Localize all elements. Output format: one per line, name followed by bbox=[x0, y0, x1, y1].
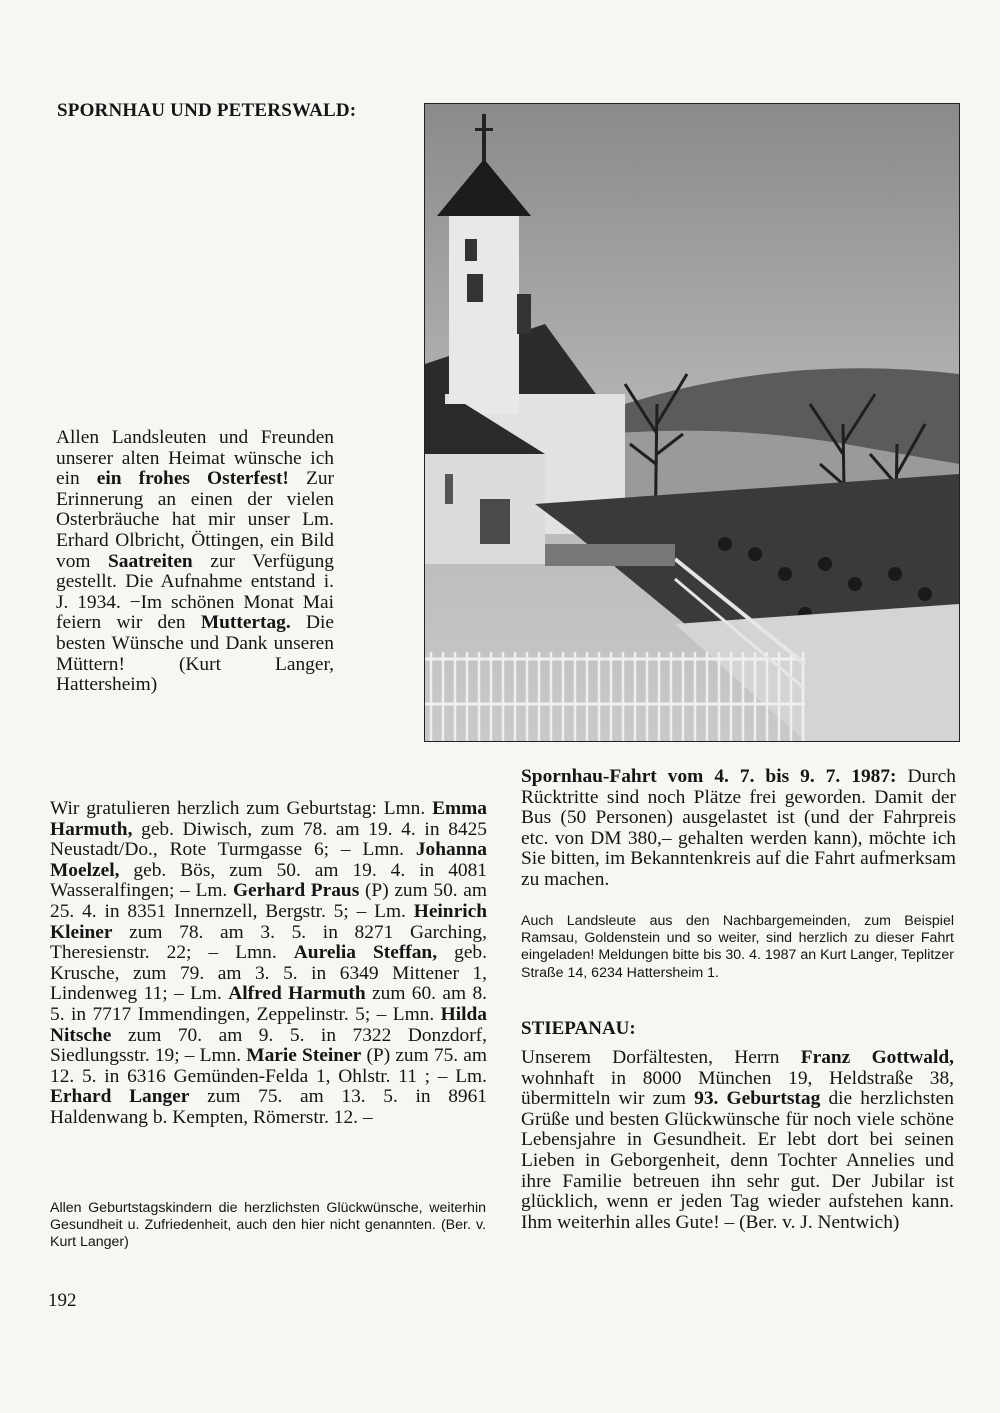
trip-note: Auch Landsleute aus den Nachbargemeinden, zum Beispiel Ramsau, Goldenstein und so weiter, sind herzlich zu dieser Fahrt eingeladen! Meldungen bitte bis 30. 4. 1987 an Kurt Langer, Teplitzer Straße 14, 6234 Hattersheim 1. bbox=[521, 913, 954, 981]
birthday-detail: zum 75. am 13. 5. in 8961 Haldenwang b. Kempten, Römerstr. 12. – bbox=[50, 1086, 487, 1128]
birthday-name: Heinrich Kleiner bbox=[50, 900, 487, 943]
church-crowd-photo bbox=[424, 103, 960, 742]
birthday-detail: geb. Diwisch, zum 78. am 19. 4. in 8425 Neustadt/Do., Rote Turmgasse 6; – Lmn. bbox=[50, 818, 487, 861]
birthday-note: Allen Geburtstagskindern die herzlichsten Glückwünsche, weiterhin Gesundheit u. Zufriedenheit, auch den hier nicht genannten. (Ber. v. Kurt Langer) bbox=[50, 1200, 486, 1251]
easter-bold-saatreiten: Saatreiten bbox=[107, 550, 193, 572]
page-number: 192 bbox=[48, 1290, 77, 1311]
birthday-detail: zum 60. am 8. 5. in 7717 Immendingen, Zeppelinstr. 5; – Lmn. bbox=[50, 983, 487, 1025]
easter-bold-muttertag: Muttertag. bbox=[200, 612, 291, 634]
easter-text-4: Die besten Wünsche und Dank unseren Müttern! (Kurt Langer, Hattersheim) bbox=[56, 612, 334, 696]
birthday-name: Alfred Harmuth bbox=[228, 983, 366, 1005]
birthday-detail: zum 78. am 3. 5. in 8271 Garching, Theresienstr. 22; – Lmn. bbox=[50, 921, 487, 964]
section-heading-stiepanau: STIEPANAU: bbox=[521, 1018, 636, 1039]
birthday-name: Hilda Nitsche bbox=[50, 1003, 487, 1046]
birthday-detail: geb. Krusche, zum 79. am 3. 5. in 6349 Mittener 1, Lindenweg 11; – Lm. bbox=[50, 942, 487, 1005]
stiepanau-bold-birthday: 93. Geburtstag bbox=[694, 1088, 821, 1110]
birthday-list-paragraph bbox=[50, 799, 487, 1129]
birthday-detail: zum 70. am 9. 5. in 7322 Donzdorf, Siedlungsstr. 19; – Lmn. bbox=[50, 1024, 487, 1067]
photo-illustration bbox=[425, 104, 959, 741]
birthday-name: Aurelia Steffan, bbox=[293, 942, 438, 964]
birthday-intro: Wir gratulieren herzlich zum Geburtstag: Lmn. bbox=[50, 798, 426, 819]
birthday-name: Emma Harmuth, bbox=[50, 798, 487, 840]
easter-bold-osterfest: ein frohes Osterfest! bbox=[96, 468, 289, 490]
birthday-detail: geb. Bös, zum 50. am 19. 4. in 4081 Wasseralfingen; – Lm. bbox=[50, 859, 487, 902]
birthday-name: Johanna Moelzel, bbox=[50, 839, 487, 881]
stiepanau-paragraph bbox=[521, 1048, 954, 1233]
easter-text-2: Zur Erinnerung an einen der vielen Osterbräuche hat mir unser Lm. Erhard Olbricht, Öttingen, ein Bild vom bbox=[56, 468, 334, 572]
easter-text-3: zur Verfügung gestellt. Die Aufnahme entstand i. J. 1934. −Im schönen Monat Mai feiern wir den bbox=[56, 550, 334, 634]
birthday-name: Marie Steiner bbox=[246, 1045, 362, 1067]
trip-body: Durch Rücktritte sind noch Plätze frei geworden. Damit der Bus (50 Personen) ausgelastet ist (und der Fahrpreis etc. von DM 380,– gehalten werden kann), möchte ich Sie bitten, im Bekanntenkreis auf die Fahrt aufmerksam zu machen. bbox=[521, 766, 956, 890]
birthday-detail: (P) zum 75. am 12. 5. in 6316 Gemünden-Felda 1, Ohlstr. 11 ; – Lm. bbox=[50, 1045, 487, 1087]
trip-paragraph bbox=[521, 767, 956, 891]
stiepanau-text-1: Unserem Dorfältesten, Herrn bbox=[521, 1047, 780, 1068]
stiepanau-text-2: wohnhaft in 8000 München 19, Heldstraße 38, übermitteln wir zum bbox=[521, 1067, 954, 1110]
stiepanau-text-3: die herzlichsten Grüße und besten Glückwünsche für noch viele schöne Lebensjahre in Gesundheit. Er lebt dort bei seinen Lieben in Geborgenheit, denn Tochter Annelies und ihre Familie betreuen ihn sehr gut. Der Jubilar ist glücklich, wenn er jeden Tag wieder aufstehen kann. Ihm weiterhin alles Gute! – (Ber. v. J. Nentwich) bbox=[521, 1088, 954, 1233]
easter-greeting-paragraph bbox=[56, 428, 334, 696]
birthday-name: Gerhard Praus bbox=[232, 880, 360, 902]
stiepanau-bold-name: Franz Gottwald, bbox=[800, 1047, 954, 1068]
birthday-name: Erhard Langer bbox=[50, 1086, 190, 1108]
trip-title: Spornhau-Fahrt vom 4. 7. bis 9. 7. 1987: bbox=[521, 766, 897, 787]
easter-text-1: Allen Landsleuten und Freunden unserer alten Heimat wünsche ich ein bbox=[56, 427, 334, 490]
section-heading-spornhau: SPORNHAU UND PETERSWALD: bbox=[57, 100, 357, 121]
birthday-detail: (P) zum 50. am 25. 4. in 8351 Innernzell, Bergstr. 5; – Lm. bbox=[50, 880, 487, 922]
